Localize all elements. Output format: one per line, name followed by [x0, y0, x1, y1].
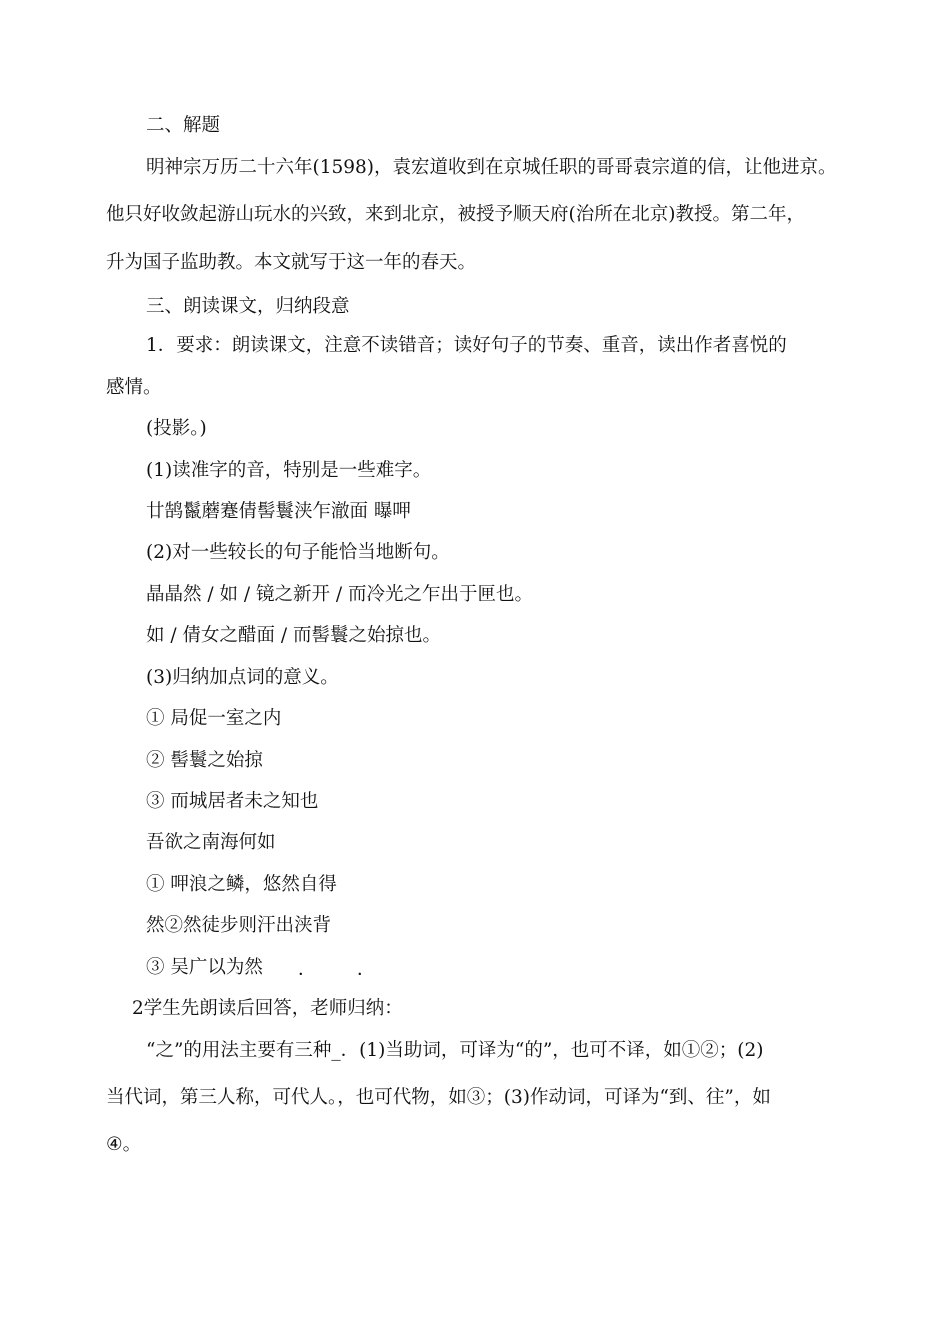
- jieti-line-3: 升为国子监助教。本文就写于这一年的春天。: [106, 252, 477, 273]
- answer-line-2: 当代词，第三人称，可代人。，也可代物，如③；(3)作动词，可译为“到、往”，如: [106, 1087, 771, 1108]
- jieti-line-1: 明神宗万历二十六年(1598)，袁宏道收到在京城任职的哥哥袁宗道的信，让他进京。: [146, 157, 837, 178]
- item3-line-1: ① 局促一室之内: [146, 708, 282, 729]
- item2-line-1: 晶晶然 / 如 / 镜之新开 / 而冷光之乍出于匣也。: [146, 584, 533, 605]
- item3-line-5: ① 呷浪之鳞，悠然自得: [146, 874, 337, 895]
- item2-title: (2)对一些较长的句子能恰当地断句。: [146, 542, 450, 563]
- answer-intro: 2学生先朗读后回答，老师归纳：: [132, 998, 403, 1019]
- emphasis-dot: ．: [298, 959, 316, 980]
- heading-jieti: 二、解题: [146, 115, 221, 136]
- item3-line-6: 然②然徒步则汗出浃背: [146, 915, 332, 936]
- requirement-line-1: 1．要求：朗读课文，注意不读错音；读好句子的节奏、重音，读出作者喜悦的: [146, 335, 787, 356]
- item2-line-2: 如 / 倩女之醋面 / 而髻鬟之始掠也。: [146, 625, 441, 646]
- jieti-line-2: 他只好收敛起游山玩水的兴致，来到北京，被授予顺天府(治所在北京)教授。第二年，: [106, 204, 805, 225]
- heading-langdu: 三、朗读课文，归纳段意: [146, 296, 350, 317]
- item1-title: (1)读准字的音，特别是一些难字。: [146, 460, 432, 481]
- item1-characters: 廿鹄鬣蘑蹇倩髻鬟浃乍澈面 曝呷: [146, 501, 411, 522]
- item3-line-3: ③ 而城居者未之知也: [146, 791, 319, 812]
- emphasis-dot: ．: [357, 959, 375, 980]
- item3-title: (3)归纳加点词的意义。: [146, 667, 339, 688]
- requirement-line-2: 感情。: [106, 377, 162, 398]
- answer-line-3: ④。: [106, 1134, 142, 1155]
- projection-note: (投影。): [146, 418, 207, 439]
- item3-line-7: ③ 吴广以为然: [146, 957, 263, 978]
- answer-line-1: “之”的用法主要有三种_．(1)当助词，可译为“的”，也可不译，如①②；(2): [146, 1040, 764, 1061]
- item3-line-4: 吾欲之南海何如: [146, 832, 276, 853]
- item3-line-2: ② 髻鬟之始掠: [146, 750, 263, 771]
